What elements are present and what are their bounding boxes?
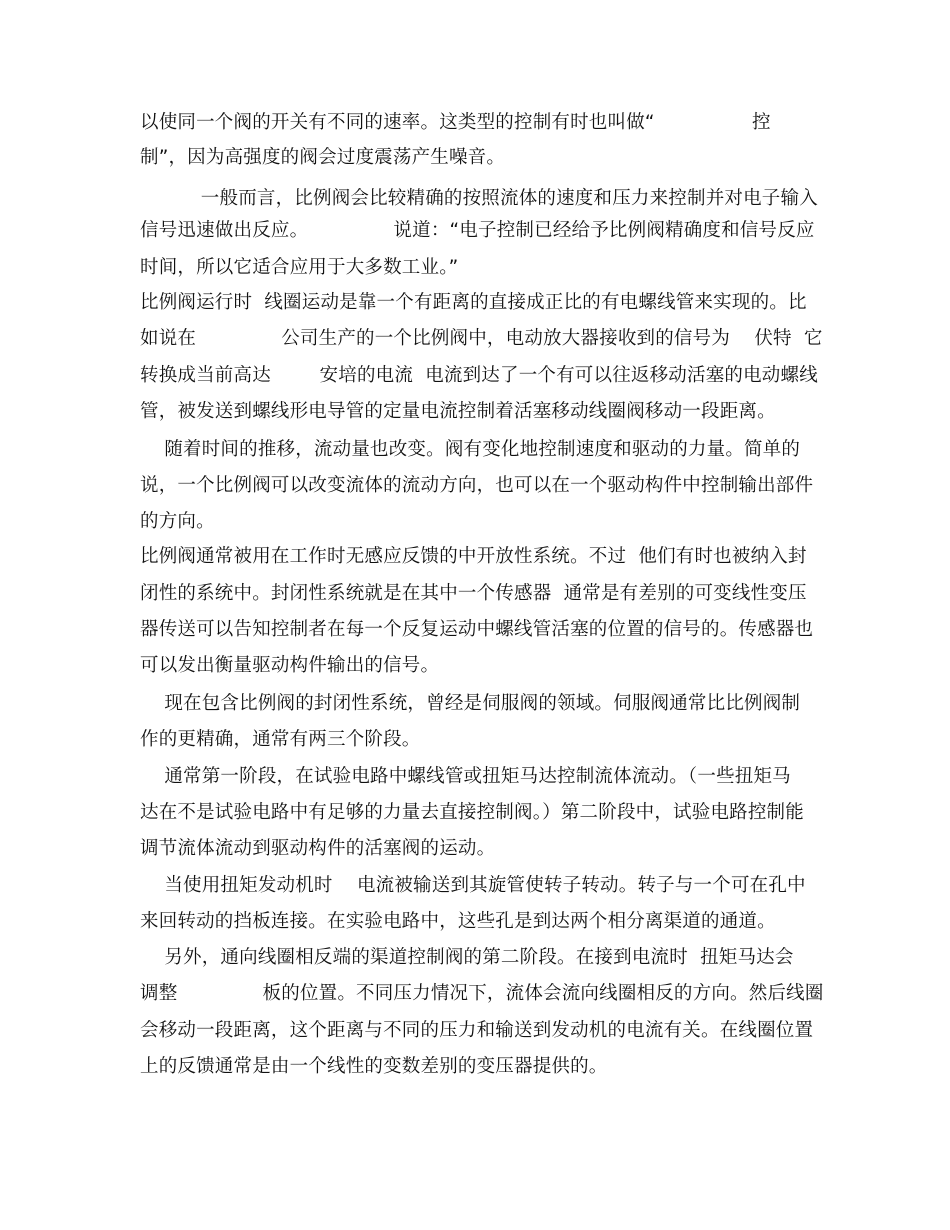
text-line: 另外，通向线圈相反端的渠道控制阀的第二阶段。在接到电流时 扭矩马达会 — [140, 947, 794, 968]
text-line: 可以发出衡量驱动构件输出的信号。 — [140, 655, 440, 676]
text-line: 一般而言，比例阀会比较精确的按照流体的速度和压力来控制并对电子输入 — [140, 188, 818, 209]
text-line: 比例阀通常被用在工作时无感应反馈的中开放性系统。不过 他们有时也被纳入封 — [140, 546, 807, 567]
text-line: 调节流体流动到驱动构件的活塞阀的运动。 — [140, 838, 496, 859]
text-line: 来回转动的挡板连接。在实验电路中，这些孔是到达两个相分离渠道的通道。 — [140, 911, 776, 932]
text-line: 现在包含比例阀的封闭性系统，曾经是伺服阀的领域。伺服阀通常比比例阀制 — [140, 693, 801, 714]
text-line: 达在不是试验电路中有足够的力量去直接控制阀。）第二阶段中，试验电路控制能 — [140, 802, 804, 823]
text-line: 当使用扭矩发动机时 电流被输送到其旋管使转子转动。转子与一个可在孔中 — [140, 875, 806, 896]
text-line: 信号迅速做出反应。 说道：“电子控制已经给予比例阀精确度和信号反应 — [140, 220, 815, 241]
text-line: 如说在 公司生产的一个比例阀中，电动放大器接收到的信号为 伏特 它 — [140, 328, 823, 349]
text-line: 管，被发送到螺线形电导管的定量电流控制着活塞移动线圈阀移动一段距离。 — [140, 401, 776, 422]
text-line: 比例阀运行时 线圈运动是靠一个有距离的直接成正比的有电螺线管来实现的。比 — [140, 292, 807, 313]
text-line: 通常第一阶段，在试验电路中螺线管或扭矩马达控制流体流动。（一些扭矩马 — [140, 766, 791, 787]
text-line: 器传送可以告知控制者在每一个反复运动中螺线管活塞的位置的信号的。传感器也 — [140, 619, 814, 640]
text-line: 制”，因为高强度的阀会过度震荡产生噪音。 — [140, 147, 506, 168]
text-line: 以使同一个阀的开关有不同的速率。这类型的控制有时也叫做“ 控 — [140, 112, 771, 133]
text-line: 时间，所以它适合应用于大多数工业。” — [140, 257, 459, 278]
text-line: 随着时间的推移，流动量也改变。阀有变化地控制速度和驱动的力量。简单的 — [140, 439, 801, 460]
text-line: 作的更精确，通常有两三个阶段。 — [140, 729, 421, 750]
text-line: 调整 板的位置。不同压力情况下，流体会流向线圈相反的方向。然后线圈 — [140, 983, 824, 1004]
text-line: 上的反馈通常是由一个线性的变数差别的变压器提供的。 — [140, 1056, 608, 1077]
text-line: 的方向。 — [140, 511, 215, 532]
text-line: 说，一个比例阀可以改变流体的流动方向，也可以在一个驱动构件中控制输出部件 — [140, 475, 814, 496]
text-line: 会移动一段距离，这个距离与不同的压力和输送到发动机的电流有关。在线圈位置 — [140, 1020, 814, 1041]
text-line: 转换成当前高达 安培的电流 电流到达了一个有可以往返移动活塞的电动螺线 — [140, 365, 818, 386]
text-line: 闭性的系统中。封闭性系统就是在其中一个传感器 通常是有差别的可变线性变压 — [140, 583, 807, 604]
